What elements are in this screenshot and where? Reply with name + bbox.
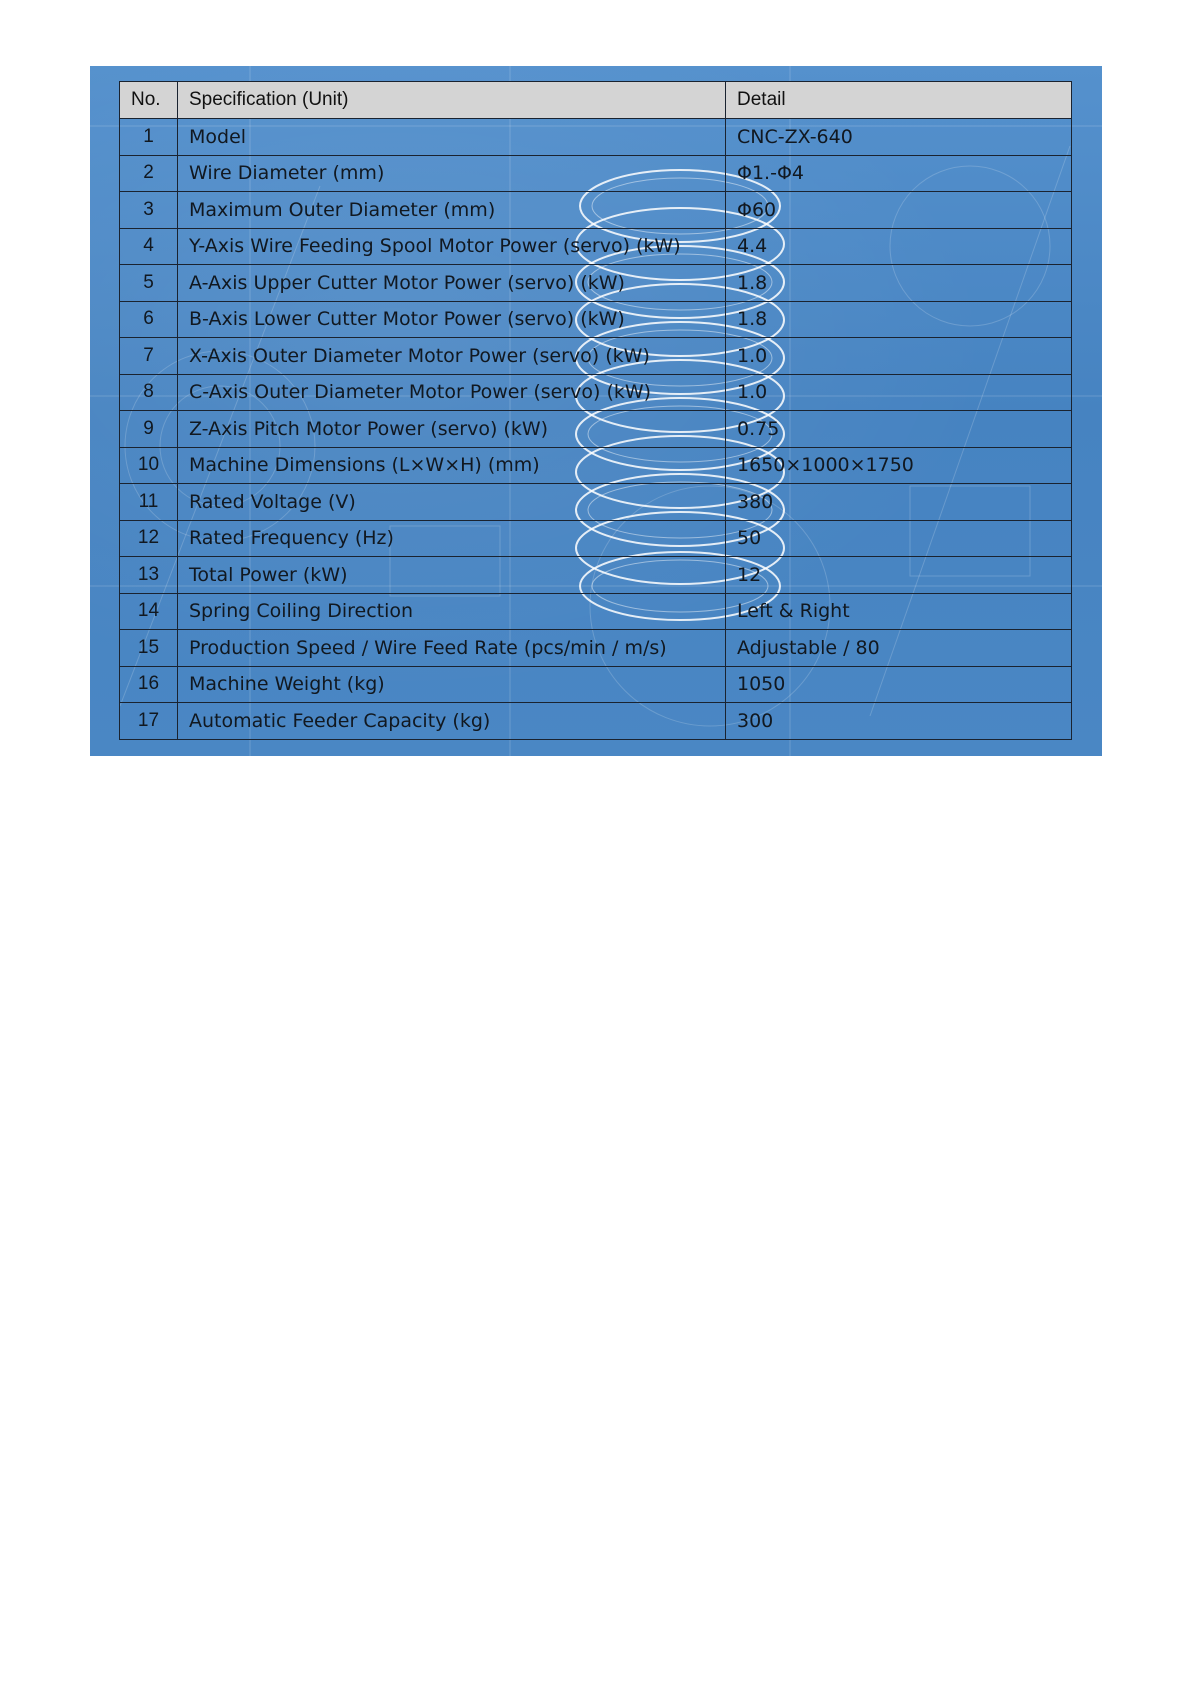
table-row [120, 338, 1072, 375]
table-row [120, 301, 1072, 338]
row-number-cell: 11 [120, 484, 178, 521]
row-number-cell: 1 [120, 119, 178, 156]
spec-detail-cell: 4.4 [726, 228, 1072, 265]
row-number-cell: 14 [120, 593, 178, 630]
row-number-cell: 6 [120, 301, 178, 338]
table-row [120, 703, 1072, 740]
spec-detail-cell: 0.75 [726, 411, 1072, 448]
specification-table [119, 81, 1072, 740]
spec-name-cell: Total Power (kW) [178, 557, 726, 594]
table-header-row [120, 82, 1072, 119]
table-row [120, 447, 1072, 484]
row-number-cell: 17 [120, 703, 178, 740]
spec-detail-cell: CNC-ZX-640 [726, 119, 1072, 156]
spec-name-cell: Model [178, 119, 726, 156]
spec-name-cell: B-Axis Lower Cutter Motor Power (servo) (kW) [178, 301, 726, 338]
row-number-cell: 2 [120, 155, 178, 192]
spec-name-cell: Rated Frequency (Hz) [178, 520, 726, 557]
spec-name-cell: Machine Dimensions (L×W×H) (mm) [178, 447, 726, 484]
table-row [120, 557, 1072, 594]
table-row [120, 119, 1072, 156]
table-row [120, 228, 1072, 265]
spec-name-cell: Production Speed / Wire Feed Rate (pcs/min / m/s) [178, 630, 726, 667]
spec-name-cell: A-Axis Upper Cutter Motor Power (servo) (kW) [178, 265, 726, 302]
table-row [120, 484, 1072, 521]
spec-name-cell: Spring Coiling Direction [178, 593, 726, 630]
table-row [120, 593, 1072, 630]
row-number-cell: 15 [120, 630, 178, 667]
row-number-cell: 13 [120, 557, 178, 594]
spec-detail-cell: 1.8 [726, 265, 1072, 302]
row-number-cell: 12 [120, 520, 178, 557]
spec-detail-cell: 1650×1000×1750 [726, 447, 1072, 484]
row-number-cell: 9 [120, 411, 178, 448]
row-number-cell: 10 [120, 447, 178, 484]
spec-detail-cell: 1.8 [726, 301, 1072, 338]
table-row [120, 374, 1072, 411]
spec-detail-cell: 50 [726, 520, 1072, 557]
header-specification: Specification (Unit) [178, 82, 726, 119]
spec-name-cell: X-Axis Outer Diameter Motor Power (servo) (kW) [178, 338, 726, 375]
spec-name-cell: Maximum Outer Diameter (mm) [178, 192, 726, 229]
row-number-cell: 8 [120, 374, 178, 411]
spec-name-cell: Z-Axis Pitch Motor Power (servo) (kW) [178, 411, 726, 448]
spec-detail-cell: 1.0 [726, 338, 1072, 375]
row-number-cell: 4 [120, 228, 178, 265]
table-row [120, 411, 1072, 448]
table-row [120, 155, 1072, 192]
row-number-cell: 5 [120, 265, 178, 302]
spec-detail-cell: Left & Right [726, 593, 1072, 630]
spec-name-cell: Rated Voltage (V) [178, 484, 726, 521]
header-detail: Detail [726, 82, 1072, 119]
spec-detail-cell: 12 [726, 557, 1072, 594]
spec-detail-cell: 380 [726, 484, 1072, 521]
spec-detail-cell: 1050 [726, 666, 1072, 703]
header-no: No. [120, 82, 178, 119]
spec-name-cell: Y-Axis Wire Feeding Spool Motor Power (servo) (kW) [178, 228, 726, 265]
table-row [120, 265, 1072, 302]
spec-name-cell: Wire Diameter (mm) [178, 155, 726, 192]
spec-name-cell: Machine Weight (kg) [178, 666, 726, 703]
table-row [120, 630, 1072, 667]
spec-detail-cell: Φ60 [726, 192, 1072, 229]
spec-detail-cell: 300 [726, 703, 1072, 740]
row-number-cell: 7 [120, 338, 178, 375]
table-row [120, 520, 1072, 557]
table-row [120, 192, 1072, 229]
row-number-cell: 3 [120, 192, 178, 229]
spec-detail-cell: Φ1.-Φ4 [726, 155, 1072, 192]
spec-name-cell: Automatic Feeder Capacity (kg) [178, 703, 726, 740]
spec-name-cell: C-Axis Outer Diameter Motor Power (servo) (kW) [178, 374, 726, 411]
row-number-cell: 16 [120, 666, 178, 703]
spec-detail-cell: 1.0 [726, 374, 1072, 411]
spec-detail-cell: Adjustable / 80 [726, 630, 1072, 667]
table-row [120, 666, 1072, 703]
